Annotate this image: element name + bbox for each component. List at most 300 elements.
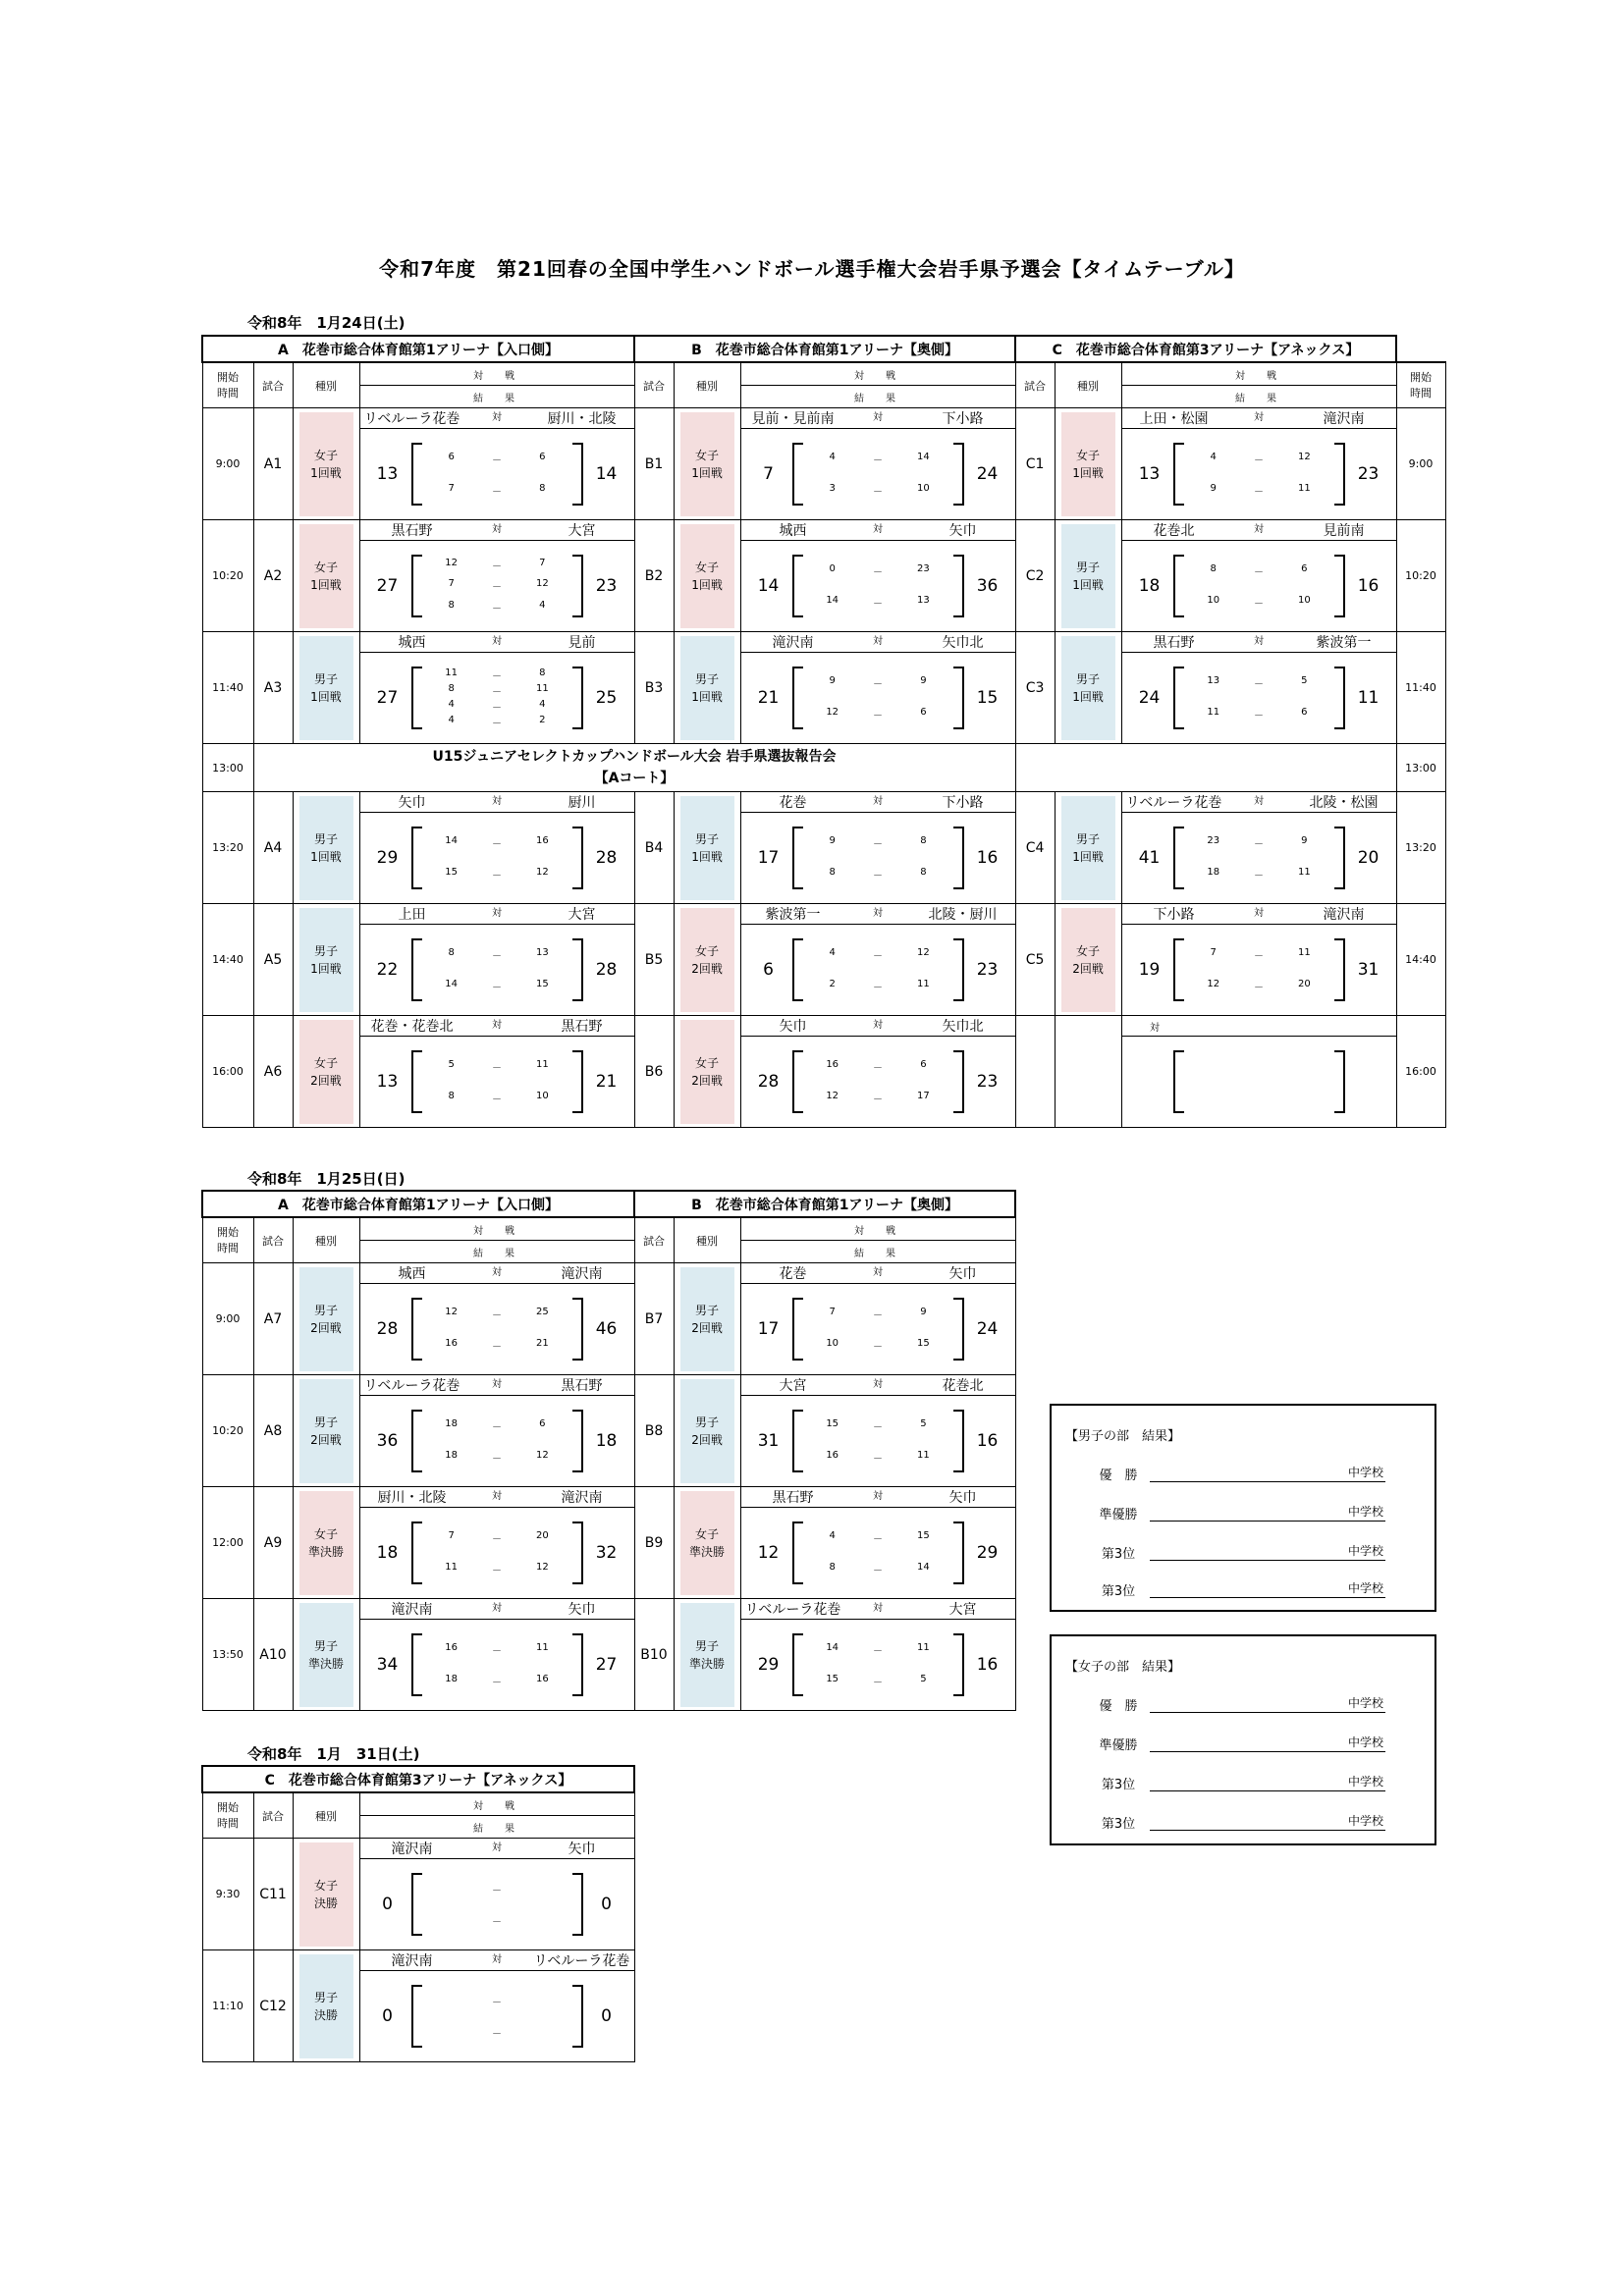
bracket-left [792,555,803,617]
score-away: 25 [595,688,618,708]
half-dash: － [873,566,884,578]
half-away: 7 [539,558,546,569]
vs-label: 対 [873,636,883,647]
bracket-right [953,938,964,1001]
team-away: 見前 [568,635,596,651]
vs-label: 対 [873,796,883,807]
game-type: 男子 1回戦 [1061,796,1115,900]
team-home: 城西 [779,523,807,539]
half-dash: － [492,1916,503,1928]
half-away: 11 [535,682,549,694]
score-home: 0 [382,2006,393,2026]
half-dash: － [492,1309,503,1321]
half-home: 18 [445,1673,459,1684]
game-type: 女子 1回戦 [1061,412,1115,516]
half-home: 18 [445,1417,459,1429]
match-teams [740,1263,1015,1284]
match-result [1121,813,1396,904]
game-header: 試合 [253,1792,293,1839]
half-row [810,947,947,962]
bracket-right [953,1298,964,1361]
game-header: 試合 [634,1217,674,1263]
match-teams [359,1599,634,1620]
half-away: 12 [917,946,930,958]
half-away: 25 [535,1306,549,1317]
half-dash: － [873,1453,884,1465]
school-suffix: 中学校 [1347,1466,1383,1479]
half-dash: － [1254,566,1265,578]
half-dash: － [492,1533,503,1545]
bracket-right [572,1410,583,1472]
match-teams [740,632,1015,653]
score-home: 19 [1138,960,1161,980]
half-row [1191,483,1327,498]
half-home: 7 [1210,946,1217,958]
half-home: 16 [826,1058,839,1070]
result-header: 結 果 [1121,386,1396,408]
score-away: 31 [1357,960,1380,980]
match-header: 対 戦 [1121,362,1396,386]
half-dash: － [1254,710,1265,721]
bracket-right [953,827,964,889]
boys-result-box [1050,1404,1436,1612]
score-home: 21 [757,688,780,708]
day2-date: 令和8年 1月25日(日) [247,1170,406,1188]
bracket-left [1173,555,1184,617]
half-dash: － [492,603,503,614]
bracket-right [1334,938,1345,1001]
game-type [1061,1020,1115,1124]
girls-result-box [1050,1634,1436,1845]
half-row [429,1642,566,1657]
half-dash: － [492,1062,503,1074]
half-row [1191,452,1327,466]
time-cell: 10:20 [202,1375,253,1487]
game-type-cell [674,904,740,1016]
bracket-right [1334,443,1345,506]
half-dash: － [873,870,884,881]
half-away: 11 [917,1449,930,1461]
score-home: 13 [1138,464,1161,484]
game-id: B5 [634,904,674,1016]
match-teams [359,1016,634,1037]
bracket-right [1334,827,1345,889]
announcement: U15ジュニアセレクトカップハンドボール大会 岩手県選抜報告会 【Aコート】 [253,744,1015,792]
half-scores [1191,555,1327,617]
half-home: 15 [445,866,459,878]
game-type-cell [674,1599,740,1711]
half-dash: － [873,486,884,498]
vs-label: 対 [873,1379,883,1390]
team-home: 大宮 [779,1378,807,1394]
time-cell: 9:00 [202,1263,253,1375]
score-away: 28 [595,848,618,868]
girls-rank-row [1052,1735,1435,1754]
half-row [1191,979,1327,993]
match-result [740,541,1015,632]
bracket-right [953,1522,964,1584]
school-suffix: 中学校 [1347,1814,1383,1828]
half-away: 9 [1301,834,1308,846]
half-dash: － [492,2028,503,2040]
score-home: 28 [757,1072,780,1092]
game-id: C12 [253,1950,293,2062]
match-teams [1121,632,1396,653]
bracket-left [792,1298,803,1361]
team-away: 紫波第一 [1316,635,1372,651]
half-home: 7 [448,1529,455,1541]
half-row [810,707,947,721]
game-id: C3 [1015,632,1055,744]
team-away: 矢巾北 [942,1019,984,1035]
bracket-left [792,667,803,729]
time-cell: 11:40 [202,632,253,744]
game-type: 男子 1回戦 [680,636,734,740]
half-scores [429,667,566,729]
half-away: 15 [535,978,549,989]
half-away: 16 [535,834,549,846]
team-home: 滝沢南 [391,1602,433,1618]
half-home: 11 [1207,706,1220,718]
boys-rank-row [1052,1504,1435,1523]
score-away: 16 [1357,576,1380,596]
half-away: 11 [917,1641,930,1653]
half-away: 4 [539,698,546,710]
half-dash: － [492,870,503,881]
bracket-right [953,1633,964,1696]
bracket-left [1173,827,1184,889]
game-type-cell [674,792,740,904]
school-suffix: 中学校 [1347,1505,1383,1519]
half-dash: － [492,1453,503,1465]
half-row [429,1091,566,1105]
half-dash: － [1254,950,1265,962]
match-teams [740,520,1015,541]
half-home: 8 [448,599,455,611]
boys-result-title: 【男子の部 結果】 [1065,1429,1181,1444]
half-home: 23 [1207,834,1220,846]
half-away: 20 [535,1529,549,1541]
vs-label: 対 [491,412,502,423]
half-away [519,2025,565,2040]
half-home: 12 [826,706,839,718]
game-id: B2 [634,520,674,632]
half-row [429,979,566,993]
half-scores [429,1522,566,1584]
half-away: 23 [917,562,930,574]
half-away: 12 [535,1449,549,1461]
vs-label: 対 [491,1842,502,1853]
half-dash: － [1254,486,1265,498]
half-home: 4 [829,946,836,958]
girls-rank-row [1052,1695,1435,1715]
half-dash: － [1254,838,1265,850]
half-dash: － [873,1533,884,1545]
game-type-cell [1055,632,1121,744]
half-dash: － [492,486,503,498]
score-away: 16 [976,1655,999,1675]
half-home: 8 [448,946,455,958]
vs-label: 対 [491,524,502,535]
score-home: 28 [376,1319,399,1339]
half-scores [1191,938,1327,1001]
type-header: 種別 [674,1217,740,1263]
start-time-header: 開始 時間 [202,1792,253,1839]
score-home: 0 [382,1895,393,1914]
match-result [359,1859,634,1950]
match-result [740,653,1015,744]
score-home: 7 [763,464,774,484]
match-result [359,1284,634,1375]
team-away: 滝沢南 [561,1490,603,1506]
team-home: 紫波第一 [765,907,821,923]
team-away: 下小路 [942,795,984,811]
half-row [429,1307,566,1321]
half-row [1191,835,1327,850]
score-home: 17 [757,1319,780,1339]
score-away: 23 [976,1072,999,1092]
vs-label: 対 [491,1020,502,1031]
team-away: 厨川 [568,795,596,811]
half-home: 8 [1210,562,1217,574]
page-title: 令和7年度 第21回春の全国中学生ハンドボール選手権大会岩手県予選会【タイムテーブル】 [379,257,1245,281]
half-dash: － [1254,598,1265,610]
score-away: 15 [976,688,999,708]
half-home: 18 [445,1449,459,1461]
half-away: 14 [917,451,930,462]
match-result [740,925,1015,1016]
type-header: 種別 [1055,362,1121,408]
boys-rank-row [1052,1580,1435,1600]
half-dash: － [873,678,884,690]
game-type-cell [293,1599,359,1711]
half-home: 11 [445,1561,459,1573]
score-home: 14 [757,576,780,596]
half-row [810,1307,947,1321]
half-dash: － [873,1677,884,1688]
half-away: 13 [917,594,930,606]
match-header: 対 戦 [740,1217,1015,1241]
score-home: 18 [376,1543,399,1563]
half-row [810,1418,947,1433]
half-dash: － [492,1421,503,1433]
half-row [429,867,566,881]
half-dash: － [873,1645,884,1657]
vs-label: 対 [491,1267,502,1278]
bracket-right [953,1050,964,1113]
half-row [429,1882,566,1896]
half-away: 11 [1297,946,1311,958]
half-dash: － [873,1565,884,1576]
match-teams [359,904,634,925]
half-scores [810,1050,947,1113]
game-type-cell [293,1839,359,1950]
half-away: 11 [535,1058,549,1070]
half-home: 10 [1207,594,1220,606]
game-type: 女子 1回戦 [299,412,353,516]
score-home: 24 [1138,688,1161,708]
team-away: 矢巾 [568,1842,596,1857]
half-dash: － [492,718,503,729]
match-result [1121,653,1396,744]
match-result [359,541,634,632]
match-result [740,1396,1015,1487]
time-cell: 13:00 [202,744,253,792]
game-type-cell [293,408,359,520]
vs-label: 対 [873,1603,883,1614]
score-away: 29 [976,1543,999,1563]
vs-label: 対 [873,1491,883,1502]
half-away: 11 [1297,866,1311,878]
game-type-cell [674,1016,740,1128]
bracket-right [1334,555,1345,617]
time-cell: 14:40 [1396,904,1445,1016]
match-teams [359,1950,634,1971]
match-teams [1121,520,1396,541]
game-type: 男子 1回戦 [299,636,353,740]
half-scores [429,1633,566,1696]
game-id: C2 [1015,520,1055,632]
school-suffix: 中学校 [1347,1544,1383,1558]
half-home: 6 [448,451,455,462]
game-header: 試合 [253,1217,293,1263]
half-away: 8 [539,667,546,678]
half-row [810,595,947,610]
half-row [810,1674,947,1688]
bracket-left [792,1410,803,1472]
vs-label: 対 [873,908,883,919]
time-cell: 13:50 [202,1599,253,1711]
girls-rank-row [1052,1774,1435,1793]
half-scores [429,938,566,1001]
game-id: C5 [1015,904,1055,1016]
half-home: 8 [448,682,455,694]
half-scores [1191,443,1327,506]
rank-label: 第3位 [1101,1778,1136,1792]
team-home: 見前・見前南 [751,411,835,427]
team-home: 花巻 [779,795,807,811]
bracket-left [411,555,422,617]
bracket-right [572,1633,583,1696]
half-home: 7 [448,578,455,590]
half-row [429,835,566,850]
half-away: 21 [535,1337,549,1349]
game-id: B3 [634,632,674,744]
half-row [810,675,947,690]
half-row [810,563,947,578]
team-home: 厨川・北陵 [377,1490,447,1506]
bracket-left [411,443,422,506]
result-header: 結 果 [359,386,634,408]
game-type: 男子 準決勝 [680,1603,734,1707]
half-row [429,1450,566,1465]
half-dash: － [873,1309,884,1321]
half-dash: － [1254,454,1265,466]
game-type: 男子 2回戦 [680,1267,734,1371]
half-dash: － [492,454,503,466]
match-result [1121,429,1396,520]
team-away: 黒石野 [561,1019,603,1035]
vs-label: 対 [1150,1022,1160,1034]
game-type: 男子 2回戦 [299,1379,353,1483]
half-scores [429,1873,566,1936]
half-row [429,578,566,593]
team-away: 見前南 [1323,523,1365,539]
time-cell: 12:00 [202,1487,253,1599]
half-scores [1191,827,1327,889]
half-dash: － [492,582,503,594]
half-home: 8 [829,1561,836,1573]
team-home: 矢巾 [779,1019,807,1035]
team-away: 花巻北 [942,1378,984,1394]
half-row [429,2025,566,2040]
day3-timetable [201,1765,635,2062]
half-home: 2 [829,978,836,989]
team-home: リベルーラ花巻 [363,411,460,427]
score-away: 18 [595,1431,618,1451]
game-type: 男子 決勝 [299,1954,353,2058]
half-dash: － [1254,982,1265,993]
half-scores [810,443,947,506]
game-type: 男子 2回戦 [680,1379,734,1483]
match-result [740,1037,1015,1128]
half-row [1191,947,1327,962]
match-teams [359,792,634,813]
bracket-left [792,1522,803,1584]
bracket-left [411,1050,422,1113]
half-home: 8 [448,1090,455,1101]
bracket-right [572,443,583,506]
half-home: 9 [1210,482,1217,494]
day3-date: 令和8年 1月 31日(土) [247,1745,420,1763]
team-away: 滝沢南 [1323,907,1365,923]
team-home: 黒石野 [1153,635,1195,651]
bracket-left [411,667,422,729]
team-home: 城西 [398,1266,426,1282]
venue-header: C 花巻市総合体育館第3アリーナ【アネックス】 [202,1766,634,1792]
bracket-right [572,827,583,889]
score-home: 29 [757,1655,780,1675]
half-away: 10 [1297,594,1311,606]
bracket-right [953,1410,964,1472]
team-home: リベルーラ花巻 [744,1602,841,1618]
result-header: 結 果 [359,1816,634,1839]
vs-label: 対 [491,636,502,647]
half-away [519,1913,565,1928]
match-result [740,813,1015,904]
half-away: 6 [920,706,927,718]
team-home: 滝沢南 [391,1842,433,1857]
game-type-cell [1055,520,1121,632]
half-home: 14 [826,594,839,606]
half-dash: － [873,454,884,466]
game-type: 女子 準決勝 [299,1491,353,1595]
team-away: 北陵・松園 [1309,795,1379,811]
match-result [740,429,1015,520]
bracket-right [953,443,964,506]
half-row [810,1642,947,1657]
half-home: 9 [829,834,836,846]
score-away: 27 [595,1655,618,1675]
half-scores [1191,667,1327,729]
match-teams [740,408,1015,429]
half-away: 12 [535,866,549,878]
game-type: 女子 1回戦 [680,412,734,516]
rank-label: 第3位 [1101,1817,1136,1832]
game-type-cell [293,904,359,1016]
half-dash: － [873,838,884,850]
team-home: 矢巾 [398,795,426,811]
